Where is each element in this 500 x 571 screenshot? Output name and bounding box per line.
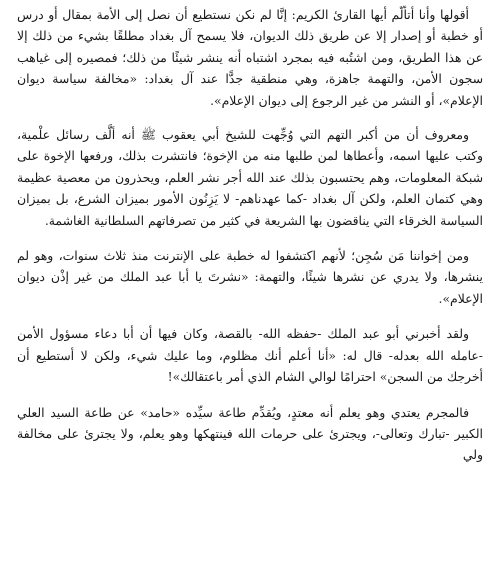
paragraph-3: ومن إخواننا مَن سُجِن؛ لأنهم اكتشفوا له خطبة على الإنترنت منذ ثلاث سنوات، وهو لم ينشرها، ولا يدري عن نشرها شيئًا، والتهمة: «نشرتَ يا أبا عبد الملك من غير إذْن ديوان الإعلام».	[17, 248, 483, 306]
document-page	[17, 2, 483, 571]
paragraph-2: ومعروف أن من أكبر التهم التي وُجِّهت للشيخ أبي يعقوب ﷺ أنه ألَّف رسائل علْمية، وكتب عليها اسمه، وأعطاها لمن طلبها منه من الإخوة؛ فانتشرت بذلك، ورفعها الإخوة على شبكة المعلومات، وهم يحتسبون بذلك عند الله أجر نشر العلم، ويحذرون من معصية عظيمة وهي كتمان العلم، ولكن آل بغداد -كما عهدناهم- لا يَزِنُون الأمور بميزان الشرع، بل بميزان السياسة الخرقاء التي يناقضون بها الشريعة في كثير من تصرفاتهم السلطانية الغاشمة.	[17, 127, 483, 228]
paragraph-4: ولقد أخبرني أبو عبد الملك -حفظه الله- بالقصة، وكان فيها أن أبا دعاء مسؤول الأمن -عامله الله بعدله- قال له: «أنا أعلم أنك مظلوم، وما عليك شيء، ولكن لا أستطيع أن أخرجك من السجن» احترامًا لوالي الشام الذي أمر باعتقالك»!	[17, 326, 483, 385]
paragraph-1: أقولها وأنا أتألّم أيها القارئ الكريم: إنَّا لم نكن نستطيع أن نصل إلى الأمة بمقال أو درس أو خطبة أو إصدار إلا عن طريق ذلك الديوان، فلا يسمح آل بغداد مطلقًا بشيء من ذلك إلا عن هذا الطريق، ومن اشتُبه فيه بمجرد اشتباه أنه ينشر شيئًا من ذلك؛ فمصيره إلى غياهب سجون الأمن، والتهمة جاهزة، وهي منطقية جدًّا عند آل بغداد: «مخالفة سياسة ديوان الإعلام»، أو النشر من غير الرجوع إلى ديوان الإعلام».	[17, 7, 483, 108]
paragraph-5: فالمجرم يعتدي وهو يعلم أنه معتدٍ، ويُقدِّم طاعة سيِّده «حامد» عن طاعة السيد العلي الكبير -تبارك وتعالى-، ويجترئ على حرمات الله فينتهكها وهو يعلم، ولا يجترئ على مخالفة ولي	[17, 404, 483, 463]
